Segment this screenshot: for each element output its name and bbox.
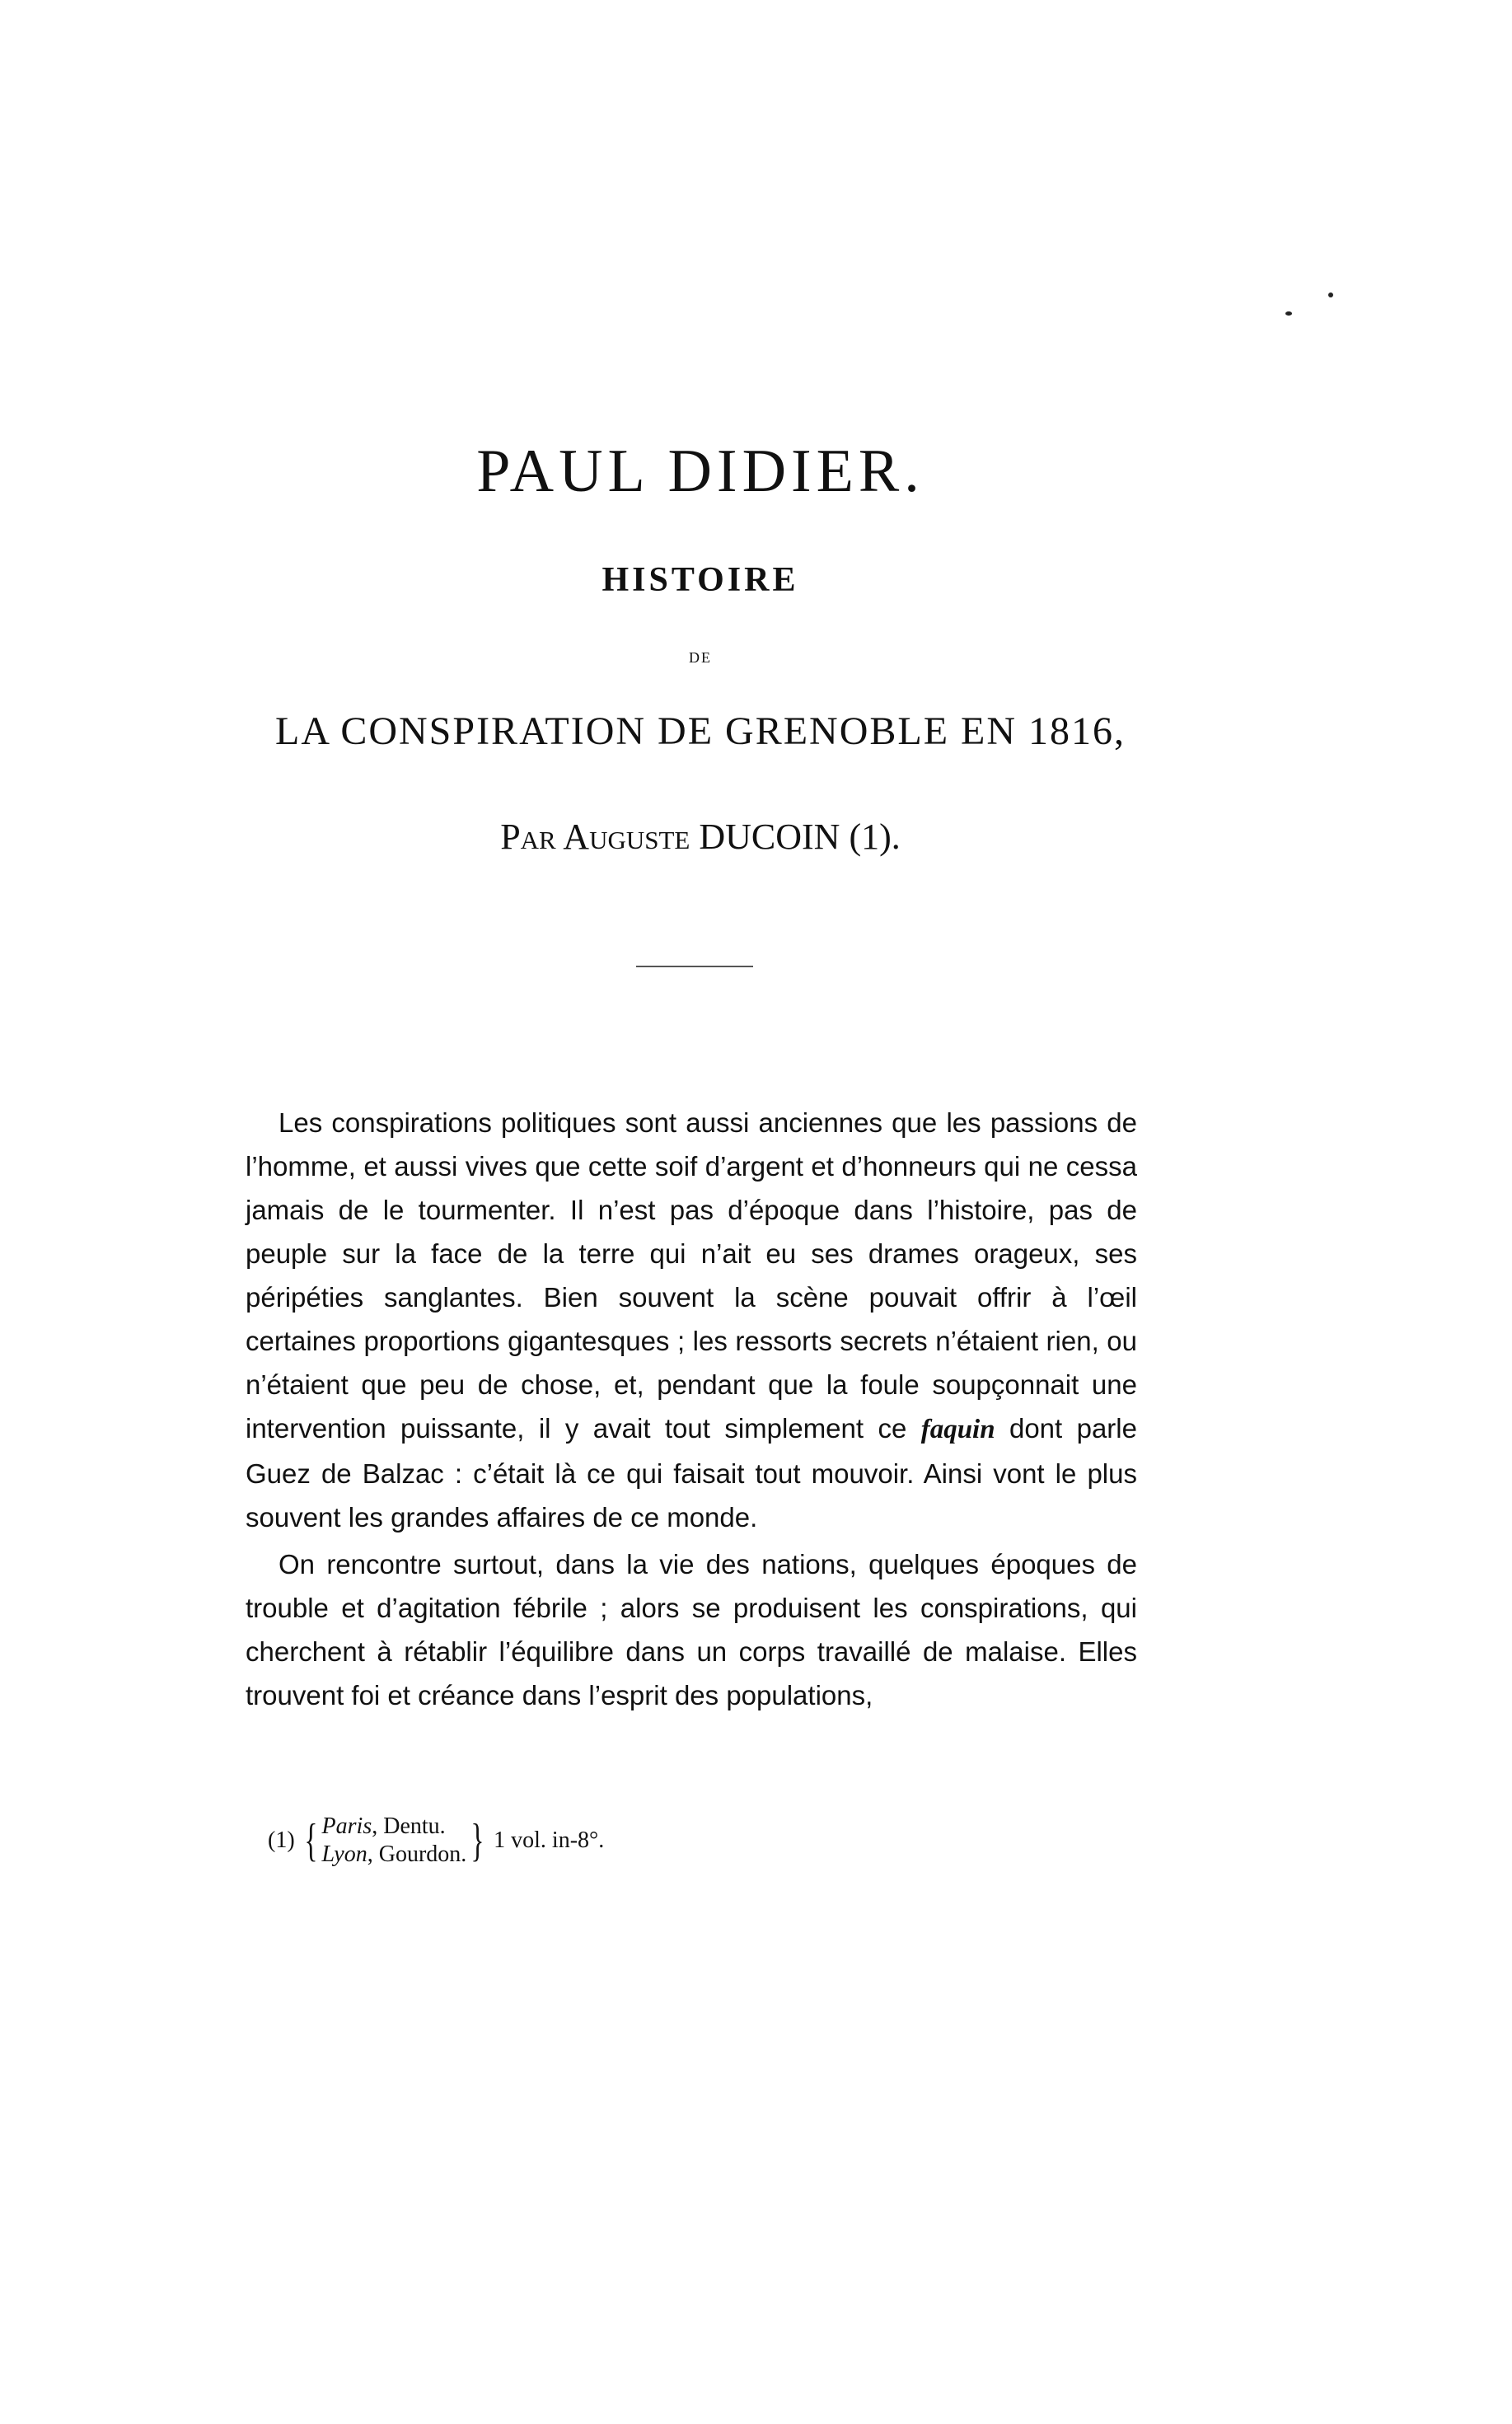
footnote-publishers <box>322 1813 467 1869</box>
author-line: Par Auguste DUCOIN (1). <box>500 817 901 857</box>
footnote-number: (1) <box>268 1827 295 1853</box>
page-title: PAUL DIDIER. <box>476 438 925 505</box>
ink-speck-icon <box>1328 292 1333 297</box>
footnote-publisher-2: , Gourdon. <box>367 1841 467 1867</box>
section-heading: HISTOIRE <box>602 561 799 599</box>
work-subtitle: LA CONSPIRATION DE GRENOBLE EN 1816, <box>275 709 1126 753</box>
connector-word: DE <box>689 649 712 666</box>
paragraph-1 <box>246 1101 1137 1539</box>
brace-left-icon: { <box>304 1815 318 1866</box>
footnote-volume: 1 vol. in-8°. <box>494 1827 605 1853</box>
ink-speck-icon <box>1285 311 1292 316</box>
body-text <box>246 1101 1137 1717</box>
footnote-city-2: Lyon <box>321 1841 367 1867</box>
footnote-city-1: Paris <box>321 1813 372 1839</box>
footnote-line-2 <box>322 1841 467 1869</box>
footnote <box>268 1813 604 1869</box>
footnote-line-1 <box>322 1813 467 1841</box>
paragraph-2: On rencontre surtout, dans la vie des nations, quelques époques de trouble et d’agitation fébrile ; alors se produisent les conspirations, qui cherchent à rétablir l’équilibre dans un corps travaillé de malaise. Elles trouvent foi et créance dans l’esprit des populations, <box>246 1549 1137 1710</box>
separator-rule <box>636 966 753 967</box>
brace-right-icon: } <box>470 1815 484 1866</box>
footnote-publisher-1: , Dentu. <box>372 1813 446 1839</box>
paragraph-1-italic: faquin <box>920 1415 995 1444</box>
paragraph-1-text-b: dont parle Guez de Balzac : c’était là ce qui faisait tout mouvoir. Ainsi vont le plus souvent les grandes affaires de ce monde. <box>246 1413 1137 1533</box>
paragraph-1-text-a: Les conspirations politiques sont aussi anciennes que les passions de l’homme, et aussi vives que cette soif d’argent et d’honneurs qui ne cessa jamais de le tourmenter. Il n’est pas d’époque dans l’histoire, pas de peuple sur la face de la terre qui n’ait eu ses drames orageux, ses péripéties sanglantes. Bien souvent la scène pouvait offrir à l’œil certaines proportions gigantesques ; les ressorts secrets n’étaient rien, ou n’étaient que peu de chose, et, pendant que la foule soupçonnait une intervention puissante, il y avait tout simplement ce <box>246 1107 1137 1444</box>
